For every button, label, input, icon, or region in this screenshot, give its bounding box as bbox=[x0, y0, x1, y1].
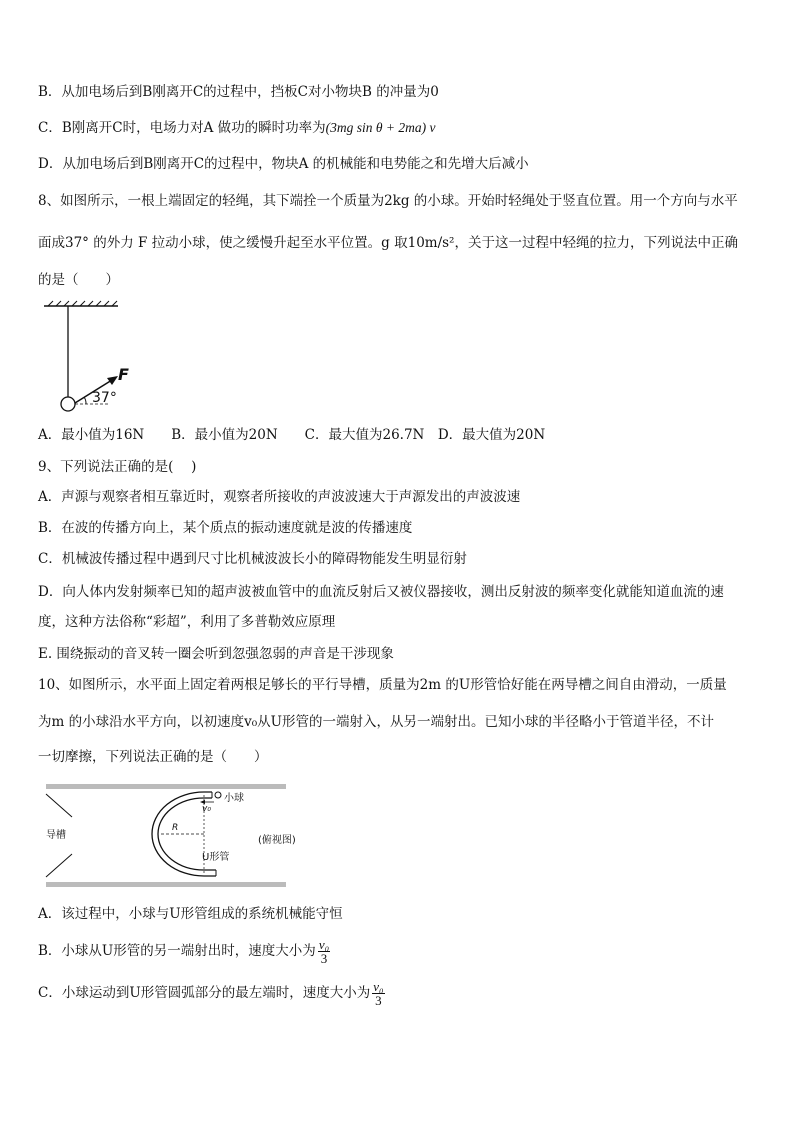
q8-stem-line-2: 面成37° 的外力 F 拉动小球，使之缓慢升起至水平位置。g 取10m/s²，关于这一过程中轻绳的拉力，下列说法中正确 bbox=[38, 235, 738, 251]
q10-option-b-numerator: v₀ bbox=[318, 937, 330, 952]
q10-stem-line-1: 10、如图所示，水平面上固定着两根足够长的平行导槽，质量为2m 的U形管恰好能在两导槽之间自由滑动，一质量 bbox=[38, 677, 727, 693]
q9-option-d-line-2: 度，这种方法俗称“彩超”，利用了多普勒效应原理 bbox=[38, 614, 336, 630]
q9-option-d-line-1: D．向人体内发射频率已知的超声波被血管中的血流反射后又被仪器接收，测出反射波的频率变化就能知道血流的速 bbox=[38, 584, 724, 600]
q7-option-c-formula: (3mg sin θ + 2ma) v bbox=[325, 120, 436, 135]
q9-stem: 9、下列说法正确的是( ) bbox=[38, 459, 197, 475]
q10-option-b-fraction bbox=[318, 938, 330, 965]
q10-option-c bbox=[38, 980, 385, 1007]
q10-radius-label: R bbox=[172, 823, 179, 833]
q8-options: A．最小值为16N B．最小值为20N C．最大值为26.7N D．最大值为20N bbox=[38, 427, 546, 443]
q8-angle-label: 37° bbox=[92, 390, 117, 406]
q10-option-c-denominator: 3 bbox=[375, 993, 382, 1008]
q10-stem-line-3: 一切摩擦，下列说法正确的是（ ） bbox=[38, 749, 268, 765]
q7-option-c bbox=[38, 119, 435, 137]
q10-option-c-numerator: v₀ bbox=[373, 979, 384, 994]
q10-option-c-fraction bbox=[372, 980, 384, 1007]
q10-v0-label: v₀ bbox=[202, 804, 211, 814]
q10-option-b bbox=[38, 938, 330, 965]
q8-force-label: F bbox=[118, 365, 129, 384]
q9-option-a: A．声源与观察者相互靠近时，观察者所接收的声波波速大于声源发出的声波波速 bbox=[38, 489, 521, 505]
q10-view-label: (俯视图) bbox=[258, 835, 296, 846]
q10-tube-label: U形管 bbox=[202, 852, 230, 863]
q8-stem-line-3: 的是（ ） bbox=[38, 272, 119, 288]
q7-option-d: D．从加电场后到B刚离开C的过程中，物块A 的机械能和电势能之和先增大后减小 bbox=[38, 156, 529, 172]
q7-option-c-text: C．B刚离开C时，电场力对A 做功的瞬时功率为 bbox=[38, 120, 326, 136]
q8-pendulum-figure bbox=[40, 300, 150, 418]
q9-option-b: B．在波的传播方向上，某个质点的振动速度就是波的传播速度 bbox=[38, 520, 413, 536]
q8-stem-line-1: 8、如图所示，一根上端固定的轻绳，其下端拴一个质量为2kg 的小球。开始时轻绳处于竖直位置。用一个方向与水平 bbox=[38, 193, 738, 209]
q10-option-a: A．该过程中，小球与U形管组成的系统机械能守恒 bbox=[38, 906, 343, 922]
q10-stem-line-2: 为m 的小球沿水平方向，以初速度v₀从U形管的一端射入，从另一端射出。已知小球的半径略小于管道半径，不计 bbox=[38, 714, 715, 730]
q10-option-b-denominator: 3 bbox=[320, 951, 328, 966]
q10-option-c-text: C．小球运动到U形管圆弧部分的最左端时，速度大小为 bbox=[38, 985, 371, 1001]
q9-option-c: C．机械波传播过程中遇到尺寸比机械波波长小的障碍物能发生明显衍射 bbox=[38, 551, 467, 567]
q10-u-tube-figure bbox=[42, 782, 302, 890]
q10-groove-label: 导槽 bbox=[46, 830, 66, 841]
q7-option-b: B．从加电场后到B刚离开C的过程中，挡板C对小物块B 的冲量为0 bbox=[38, 84, 439, 100]
q10-ball-label: 小球 bbox=[224, 793, 244, 804]
q9-option-e: E. 围绕振动的音叉转一圈会听到忽强忽弱的声音是干涉现象 bbox=[38, 646, 394, 662]
q10-option-b-text: B．小球从U形管的另一端射出时，速度大小为 bbox=[38, 943, 316, 959]
